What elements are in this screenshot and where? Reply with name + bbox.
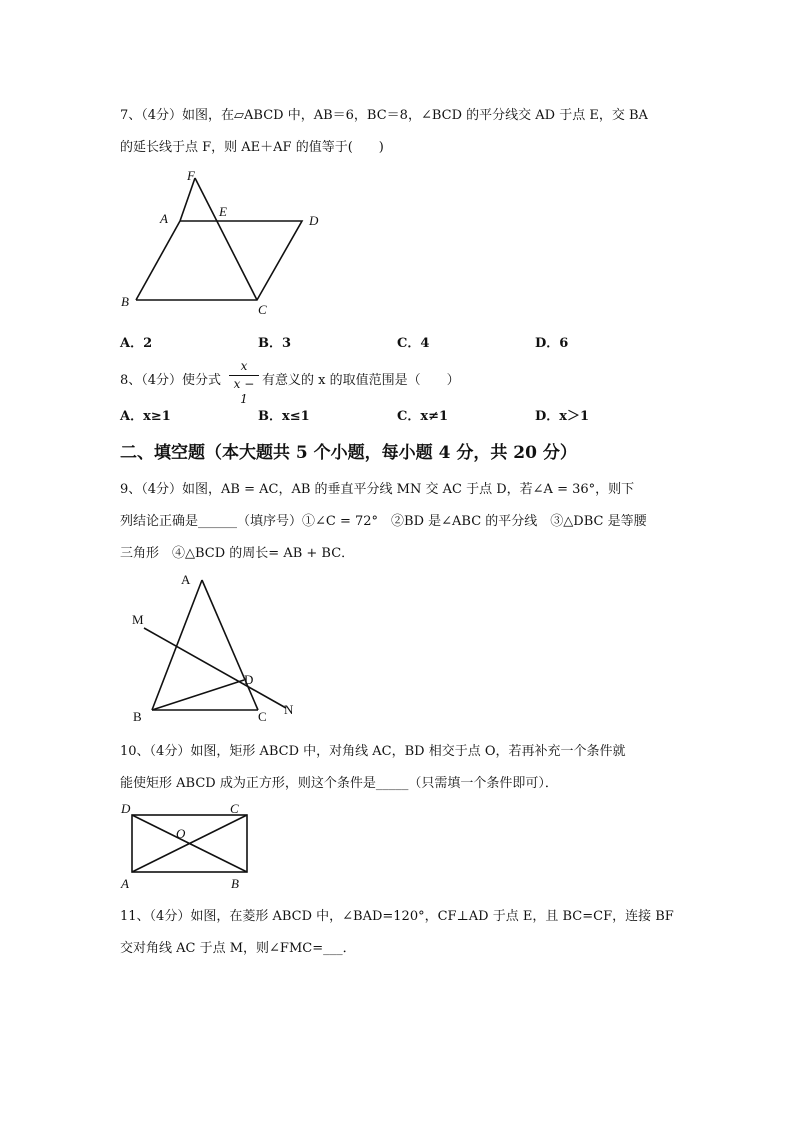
q9-side-ab <box>152 580 202 710</box>
q8-text-suffix: 有意义的 x 的取值范围是（ ） <box>262 373 460 388</box>
q7-side-ab <box>136 221 180 300</box>
q9-label-m: M <box>132 612 144 627</box>
q8-option-d: D．x＞1 <box>535 409 590 424</box>
q8-option-b: B．x≤1 <box>258 409 310 424</box>
q8-option-a: A．x≥1 <box>120 409 171 424</box>
q8-fraction <box>229 359 259 406</box>
q7-label-f: F <box>187 168 195 183</box>
q9-label-b: B <box>133 709 142 724</box>
q8-option-c: C．x≠1 <box>397 409 449 424</box>
q7-option-b: B．3 <box>258 336 292 351</box>
q9-text-line1: 9、（4分）如图，AB = AC，AB 的垂直平分线 MN 交 AC 于点 D，若∠A = 36°，则下 <box>120 482 635 497</box>
q7-segment-af <box>180 178 195 221</box>
q9-label-d: D <box>244 672 254 687</box>
q9-triangle-figure <box>128 568 308 728</box>
q9-text-line3: 三角形 ④△BCD 的周长= AB + BC． <box>120 546 355 561</box>
q7-text-line2: 的延长线于点 F，则 AE＋AF 的值等于( ) <box>120 140 384 155</box>
q10-rectangle-figure <box>116 800 256 892</box>
q7-option-d: D．6 <box>535 336 569 351</box>
q9-line-mn <box>144 628 286 708</box>
q10-label-o: O <box>176 826 186 841</box>
q7-label-d: D <box>309 213 319 228</box>
q8-fraction-denominator: x − 1 <box>233 377 255 406</box>
q8-fraction-numerator: x <box>240 359 248 373</box>
q9-label-a: A <box>181 572 191 587</box>
q9-segment-bd <box>152 680 244 710</box>
q7-text-line1: 7、（4分）如图，在▱ABCD 中，AB＝6，BC＝8，∠BCD 的平分线交 AD 于点 E，交 BA <box>120 108 648 123</box>
q7-label-a: A <box>160 211 168 226</box>
q7-label-b: B <box>121 294 129 309</box>
q9-label-n: N <box>284 702 294 717</box>
q10-label-d: D <box>121 801 131 816</box>
q9-label-c: C <box>258 709 267 724</box>
q11-text-line2: 交对角线 AC 于点 M，则∠FMC=___． <box>120 941 356 956</box>
q10-text-line2: 能使矩形 ABCD 成为正方形，则这个条件是_____（只需填一个条件即可）． <box>120 776 558 791</box>
q8-text-prefix: 8、（4分）使分式 <box>120 373 222 388</box>
q10-label-c: C <box>230 801 239 816</box>
q7-parallelogram-sides <box>136 221 302 300</box>
q7-parallelogram-figure <box>116 168 326 318</box>
section-heading-fill-in: 二、填空题（本大题共 5 个小题，每小题 4 分，共 20 分） <box>120 443 577 463</box>
q11-text-line1: 11、（4分）如图，在菱形 ABCD 中，∠BAD=120°，CF⊥AD 于点 E，且 BC=CF，连接 BF <box>120 909 674 924</box>
q7-label-c: C <box>258 302 267 317</box>
q7-option-c: C．4 <box>397 336 430 351</box>
q9-text-line2: 列结论正确是______（填序号）①∠C = 72° ②BD 是∠ABC 的平分线 ③△DBC 是等腰 <box>120 514 647 529</box>
q7-option-a: A．2 <box>120 336 153 351</box>
q10-label-a: A <box>121 876 129 891</box>
q7-bisector-fc <box>195 178 257 300</box>
q8-fraction-bar <box>229 375 259 376</box>
q7-label-e: E <box>219 204 227 219</box>
q10-label-b: B <box>231 876 239 891</box>
q10-text-line1: 10、（4分）如图，矩形 ABCD 中，对角线 AC，BD 相交于点 O，若再补充一个条件就 <box>120 744 626 759</box>
